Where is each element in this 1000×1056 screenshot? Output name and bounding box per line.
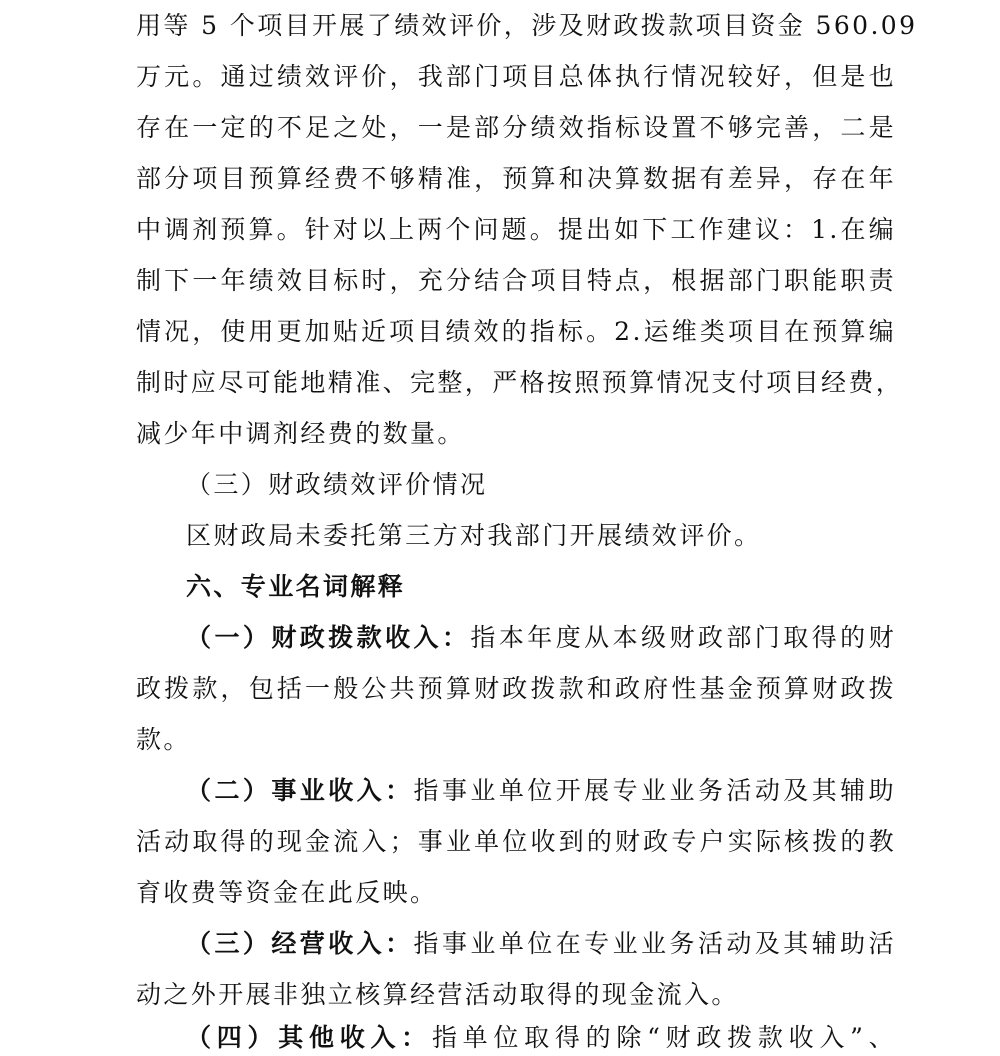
definition-2-line-2: 活动取得的现金流入；事业单位收到的财政专户实际核拨的教: [136, 827, 896, 856]
definition-3-term: （三）经营收入：: [186, 929, 414, 958]
body-line-2: 万元。通过绩效评价，我部门项目总体执行情况较好，但是也: [136, 62, 896, 91]
body-line-4: 部分项目预算经费不够精准，预算和决算数据有差异，存在年: [136, 164, 896, 193]
section-3-title: （三）财政绩效评价情况: [186, 470, 488, 499]
chapter-6-title: 六、专业名词解释: [186, 572, 406, 601]
definition-2-term: （二）事业收入：: [186, 776, 414, 805]
definition-1-line-2: 政拨款，包括一般公共预算财政拨款和政府性基金预算财政拨: [136, 674, 896, 703]
section-3-body: 区财政局未委托第三方对我部门开展绩效评价。: [186, 521, 762, 550]
body-line-8: 制时应尽可能地精准、完整，严格按照预算情况支付项目经费，: [136, 368, 904, 397]
definition-1-term: （一）财政拨款收入：: [186, 623, 471, 652]
definition-4-text: 指单位取得的除“财政拨款收入”、: [431, 1023, 897, 1052]
definition-2-line-1: [186, 765, 896, 817]
body-line-9: 减少年中调剂经费的数量。: [136, 419, 465, 448]
definition-3-line-1: [186, 918, 896, 970]
definition-1-line-1: [186, 612, 896, 664]
definition-2-line-3: 育收费等资金在此反映。: [136, 878, 438, 907]
definition-4-term: （四）其他收入：: [186, 1023, 432, 1052]
body-line-1: 用等 5 个项目开展了绩效评价，涉及财政拨款项目资金 560.09: [136, 11, 918, 40]
definition-1-line-3: 款。: [136, 725, 191, 754]
definition-2-text: 指事业单位开展专业业务活动及其辅助: [413, 776, 896, 805]
definition-4-line-1: [186, 1012, 896, 1056]
body-line-6: 制下一年绩效目标时，充分结合项目特点，根据部门职能职责: [136, 266, 896, 295]
definition-1-text: 指本年度从本级财政部门取得的财: [470, 623, 896, 652]
body-line-5: 中调剂预算。针对以上两个问题。提出如下工作建议：1.在编: [136, 215, 896, 244]
definition-3-line-2: 动之外开展非独立核算经营活动取得的现金流入。: [136, 980, 739, 1009]
body-line-7: 情况，使用更加贴近项目绩效的指标。2.运维类项目在预算编: [136, 317, 896, 346]
body-line-3: 存在一定的不足之处，一是部分绩效指标设置不够完善，二是: [136, 113, 896, 142]
definition-3-text: 指事业单位在专业业务活动及其辅助活: [413, 929, 896, 958]
